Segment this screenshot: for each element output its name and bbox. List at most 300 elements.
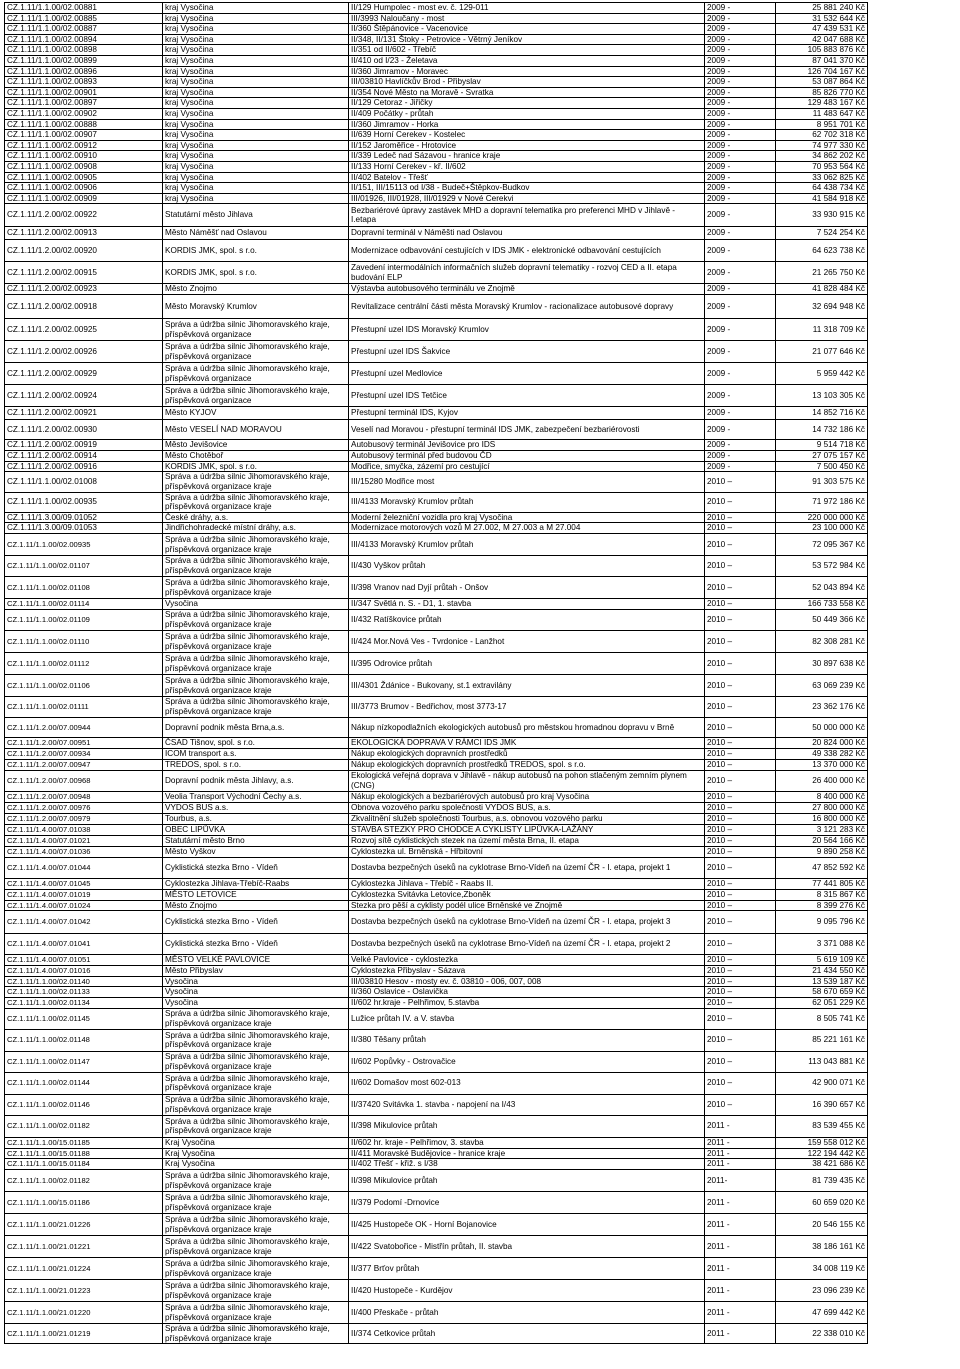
recipient-cell: Správa a údržba silnic Jihomoravského kraje, příspěvková organizace xyxy=(163,341,349,363)
amount-cell: 7 500 450 Kč xyxy=(776,461,868,472)
project-code-cell: CZ.1.11/1.1.00/02.00905 xyxy=(5,172,163,183)
projects-table xyxy=(4,2,868,1344)
amount-cell: 20 564 166 Kč xyxy=(776,836,868,847)
recipient-cell: kraj Vysočina xyxy=(163,161,349,172)
table-row xyxy=(5,1280,868,1302)
recipient-cell: Správa a údržba silnic Jihomoravského kraje, příspěvková organizace kraje xyxy=(163,1051,349,1072)
project-code-cell: CZ.1.11/1.2.00/02.00916 xyxy=(5,461,163,472)
recipient-cell: Správa a údržba silnic Jihomoravského kraje, příspěvková organizace kraje xyxy=(163,492,349,512)
year-cell: 2010 – xyxy=(705,512,776,523)
year-cell: 2010 – xyxy=(705,825,776,836)
recipient-cell: MĚSTO LETOVICE xyxy=(163,889,349,900)
project-code-cell: CZ.1.11/1.1.00/02.01133 xyxy=(5,987,163,998)
table-row xyxy=(5,900,868,911)
year-cell: 2010 – xyxy=(705,1094,776,1115)
year-cell: 2009 - xyxy=(705,108,776,119)
table-row xyxy=(5,98,868,109)
table-row xyxy=(5,599,868,610)
year-cell: 2009 - xyxy=(705,363,776,385)
project-name-cell: Nákup ekologických a bezbariérových autobusů pro kraj Vysočina xyxy=(349,792,705,803)
project-name-cell: Bezbariérové úpravy zastávek MHD a dopravní telematika pro preferenci MHD v Jihlavě - I.etapa xyxy=(349,204,705,227)
amount-cell: 126 704 167 Kč xyxy=(776,66,868,77)
recipient-cell: kraj Vysočina xyxy=(163,45,349,56)
project-code-cell: CZ.1.11/1.2.00/02.00922 xyxy=(5,204,163,227)
table-row xyxy=(5,55,868,66)
project-name-cell: Zkvalitnění služeb společnosti Tourbus, a.s. obnovou vozového parku xyxy=(349,814,705,825)
amount-cell: 33 930 915 Kč xyxy=(776,204,868,227)
amount-cell: 159 558 012 Kč xyxy=(776,1137,868,1148)
project-code-cell: CZ.1.11/1.1.00/21.01223 xyxy=(5,1280,163,1302)
recipient-cell: kraj Vysočina xyxy=(163,3,349,14)
year-cell: 2010 – xyxy=(705,760,776,771)
table-row xyxy=(5,119,868,130)
table-row xyxy=(5,440,868,451)
project-name-cell: III/03810 Havlíčkův Brod - Přibyslav xyxy=(349,77,705,88)
project-name-cell: Modřice, smyčka, zázemí pro cestující xyxy=(349,461,705,472)
project-code-cell: CZ.1.11/1.1.00/02.00907 xyxy=(5,130,163,141)
project-code-cell: CZ.1.11/1.1.00/02.00935 xyxy=(5,492,163,512)
project-name-cell: II/430 Vyškov průtah xyxy=(349,556,705,577)
recipient-cell: KORDIS JMK, spol. s r.o. xyxy=(163,461,349,472)
amount-cell: 32 694 948 Kč xyxy=(776,295,868,319)
amount-cell: 62 702 318 Kč xyxy=(776,130,868,141)
table-row xyxy=(5,965,868,976)
project-code-cell: CZ.1.11/1.1.00/02.01106 xyxy=(5,675,163,697)
year-cell: 2011 - xyxy=(705,1258,776,1280)
project-name-cell: II/420 Hustopeče - Kurdějov xyxy=(349,1280,705,1302)
table-row xyxy=(5,24,868,35)
project-code-cell: CZ.1.11/1.1.00/02.01145 xyxy=(5,1008,163,1029)
year-cell: 2009 - xyxy=(705,440,776,451)
year-cell: 2011 - xyxy=(705,1236,776,1258)
amount-cell: 129 483 167 Kč xyxy=(776,98,868,109)
project-code-cell: CZ.1.11/1.1.00/02.00912 xyxy=(5,140,163,151)
year-cell: 2009 - xyxy=(705,319,776,341)
year-cell: 2009 - xyxy=(705,295,776,319)
amount-cell: 122 194 442 Kč xyxy=(776,1148,868,1159)
table-row xyxy=(5,1051,868,1072)
amount-cell: 47 439 531 Kč xyxy=(776,24,868,35)
recipient-cell: MĚSTO VELKÉ PAVLOVICE xyxy=(163,955,349,966)
project-name-cell: Přestupní terminál IDS, Kyjov xyxy=(349,407,705,420)
recipient-cell: kraj Vysočina xyxy=(163,151,349,162)
table-row xyxy=(5,1094,868,1115)
project-code-cell: CZ.1.11/1.2.00/02.00923 xyxy=(5,284,163,295)
table-row xyxy=(5,749,868,760)
project-name-cell: II/639 Horní Cerekev - Kostelec xyxy=(349,130,705,141)
project-name-cell: III/3773 Brumov - Bedřichov, most 3773-17 xyxy=(349,697,705,718)
year-cell: 2009 - xyxy=(705,66,776,77)
amount-cell: 20 824 000 Kč xyxy=(776,738,868,749)
year-cell: 2011 - xyxy=(705,1214,776,1236)
project-name-cell: II/351 od II/602 - Třebíč xyxy=(349,45,705,56)
project-code-cell: CZ.1.11/1.2.00/02.00920 xyxy=(5,240,163,262)
recipient-cell: Vysočina xyxy=(163,599,349,610)
year-cell: 2010 – xyxy=(705,534,776,556)
table-row xyxy=(5,697,868,718)
amount-cell: 26 400 000 Kč xyxy=(776,771,868,792)
table-row xyxy=(5,631,868,653)
project-name-cell: III/03810 Hesov - mosty ev. č. 03810 - 006, 007, 008 xyxy=(349,976,705,987)
project-name-cell: Autobusový terminál před budovou ČD xyxy=(349,450,705,461)
recipient-cell: Správa a údržba silnic Jihomoravského kraje, příspěvková organizace kraje xyxy=(163,675,349,697)
year-cell: 2010 – xyxy=(705,718,776,738)
project-code-cell: CZ.1.11/1.1.00/02.01109 xyxy=(5,610,163,631)
recipient-cell: Cyklistická stezka Brno - Vídeň xyxy=(163,934,349,955)
project-code-cell: CZ.1.11/1.1.00/02.01148 xyxy=(5,1029,163,1051)
project-code-cell: CZ.1.11/1.4.00/07.01038 xyxy=(5,825,163,836)
amount-cell: 64 623 738 Kč xyxy=(776,240,868,262)
project-name-cell: II/422 Svatobořice - Mistřín průtah, II. stavba xyxy=(349,1236,705,1258)
table-row xyxy=(5,3,868,14)
year-cell: 2009 - xyxy=(705,161,776,172)
amount-cell: 9 890 258 Kč xyxy=(776,847,868,858)
table-row xyxy=(5,771,868,792)
table-row xyxy=(5,140,868,151)
project-code-cell: CZ.1.11/1.1.00/02.00897 xyxy=(5,98,163,109)
amount-cell: 166 733 558 Kč xyxy=(776,599,868,610)
table-row xyxy=(5,792,868,803)
project-name-cell: Cyklostezka Přibyslav - Sázava xyxy=(349,965,705,976)
recipient-cell: Správa a údržba silnic Jihomoravského kraje, příspěvková organizace kraje xyxy=(163,1236,349,1258)
table-row xyxy=(5,319,868,341)
amount-cell: 220 000 000 Kč xyxy=(776,512,868,523)
project-name-cell: Dopravní terminál v Náměšti nad Oslavou xyxy=(349,227,705,240)
project-code-cell: CZ.1.11/1.2.00/02.00915 xyxy=(5,262,163,284)
project-code-cell: CZ.1.11/1.1.00/02.00887 xyxy=(5,24,163,35)
project-name-cell: II/402 Batelov - Třešť xyxy=(349,172,705,183)
recipient-cell: kraj Vysočina xyxy=(163,55,349,66)
project-name-cell: II/151, III/15113 od I/38 - Budeč+Štěpkov-Budkov xyxy=(349,183,705,194)
table-row xyxy=(5,1324,868,1344)
project-code-cell: CZ.1.11/1.1.00/02.00894 xyxy=(5,34,163,45)
year-cell: 2010 – xyxy=(705,836,776,847)
recipient-cell: Správa a údržba silnic Jihomoravského kraje, příspěvková organizace kraje xyxy=(163,1115,349,1137)
table-row xyxy=(5,262,868,284)
year-cell: 2009 - xyxy=(705,183,776,194)
project-code-cell: CZ.1.11/1.1.00/02.01140 xyxy=(5,976,163,987)
project-code-cell: CZ.1.11/1.1.00/21.01219 xyxy=(5,1324,163,1344)
recipient-cell: Město Chotěboř xyxy=(163,450,349,461)
project-name-cell: Cyklostezka ul. Brněnská - Hřbitovní xyxy=(349,847,705,858)
project-code-cell: CZ.1.11/1.1.00/02.01147 xyxy=(5,1051,163,1072)
amount-cell: 7 524 254 Kč xyxy=(776,227,868,240)
project-code-cell: CZ.1.11/1.1.00/02.00888 xyxy=(5,119,163,130)
project-code-cell: CZ.1.11/1.1.00/02.01112 xyxy=(5,653,163,675)
amount-cell: 81 739 435 Kč xyxy=(776,1170,868,1192)
amount-cell: 21 434 550 Kč xyxy=(776,965,868,976)
recipient-cell: kraj Vysočina xyxy=(163,87,349,98)
amount-cell: 34 008 119 Kč xyxy=(776,1258,868,1280)
recipient-cell: Správa a údržba silnic Jihomoravského kraje, příspěvková organizace xyxy=(163,385,349,407)
recipient-cell: Správa a údržba silnic Jihomoravského kraje, příspěvková organizace kraje xyxy=(163,556,349,577)
recipient-cell: Správa a údržba silnic Jihomoravského kraje, příspěvková organizace kraje xyxy=(163,1094,349,1115)
year-cell: 2009 - xyxy=(705,240,776,262)
project-code-cell: CZ.1.11/1.1.00/21.01224 xyxy=(5,1258,163,1280)
project-name-cell: II/602 Domašov most 602-013 xyxy=(349,1072,705,1094)
table-row xyxy=(5,1214,868,1236)
table-row xyxy=(5,998,868,1009)
project-code-cell: CZ.1.11/1.4.00/07.01021 xyxy=(5,836,163,847)
year-cell: 2011 - xyxy=(705,1324,776,1344)
amount-cell: 60 659 020 Kč xyxy=(776,1192,868,1214)
amount-cell: 105 883 876 Kč xyxy=(776,45,868,56)
project-name-cell: II/402 Třešť - křiž. s I/38 xyxy=(349,1159,705,1170)
year-cell: 2009 - xyxy=(705,24,776,35)
year-cell: 2010 – xyxy=(705,556,776,577)
table-row xyxy=(5,1159,868,1170)
recipient-cell: VYDOS BUS a.s. xyxy=(163,803,349,814)
table-row xyxy=(5,341,868,363)
project-name-cell: II/424 Mor.Nová Ves - Tvrdonice - Lanžhot xyxy=(349,631,705,653)
project-name-cell: Cyklostezka Svitávka Letovice,Zboněk xyxy=(349,889,705,900)
amount-cell: 21 265 750 Kč xyxy=(776,262,868,284)
table-row xyxy=(5,151,868,162)
amount-cell: 13 370 000 Kč xyxy=(776,760,868,771)
table-row xyxy=(5,492,868,512)
amount-cell: 8 399 276 Kč xyxy=(776,900,868,911)
recipient-cell: Dopravní podnik města Brna,a.s. xyxy=(163,718,349,738)
project-code-cell: CZ.1.11/1.2.00/02.00930 xyxy=(5,420,163,440)
project-code-cell: CZ.1.11/1.4.00/07.01045 xyxy=(5,878,163,889)
amount-cell: 53 087 864 Kč xyxy=(776,77,868,88)
recipient-cell: kraj Vysočina xyxy=(163,172,349,183)
table-row xyxy=(5,193,868,204)
table-row xyxy=(5,1029,868,1051)
year-cell: 2009 - xyxy=(705,385,776,407)
recipient-cell: kraj Vysočina xyxy=(163,130,349,141)
project-name-cell: II/602 hr.kraje - Pelhřimov, 5.stavba xyxy=(349,998,705,1009)
table-row xyxy=(5,1302,868,1324)
amount-cell: 42 900 071 Kč xyxy=(776,1072,868,1094)
amount-cell: 8 400 000 Kč xyxy=(776,792,868,803)
table-row xyxy=(5,284,868,295)
project-name-cell: II/398 Vranov nad Dyjí průtah - Onšov xyxy=(349,577,705,599)
recipient-cell: kraj Vysočina xyxy=(163,34,349,45)
amount-cell: 8 315 867 Kč xyxy=(776,889,868,900)
recipient-cell: Kraj Vysočina xyxy=(163,1159,349,1170)
amount-cell: 53 572 984 Kč xyxy=(776,556,868,577)
project-code-cell: CZ.1.11/1.2.00/02.00925 xyxy=(5,319,163,341)
amount-cell: 83 539 455 Kč xyxy=(776,1115,868,1137)
project-code-cell: CZ.1.11/1.2.00/07.00948 xyxy=(5,792,163,803)
project-name-cell: Veselí nad Moravou - přestupní terminál IDS JMK, zabezpečení bezbariérovosti xyxy=(349,420,705,440)
amount-cell: 16 800 000 Kč xyxy=(776,814,868,825)
year-cell: 2010 – xyxy=(705,900,776,911)
project-name-cell: Přestupní uzel IDS Tetčice xyxy=(349,385,705,407)
project-name-cell: II/360 Jimramov - Horka xyxy=(349,119,705,130)
project-code-cell: CZ.1.11/1.4.00/07.01024 xyxy=(5,900,163,911)
amount-cell: 3 121 283 Kč xyxy=(776,825,868,836)
year-cell: 2011 - xyxy=(705,1192,776,1214)
recipient-cell: Město KYJOV xyxy=(163,407,349,420)
project-code-cell: CZ.1.11/1.2.00/07.00944 xyxy=(5,718,163,738)
project-code-cell: CZ.1.11/1.2.00/07.00979 xyxy=(5,814,163,825)
recipient-cell: KORDIS JMK, spol. s r.o. xyxy=(163,240,349,262)
year-cell: 2010 – xyxy=(705,675,776,697)
amount-cell: 30 897 638 Kč xyxy=(776,653,868,675)
project-code-cell: CZ.1.11/1.3.00/09.01053 xyxy=(5,523,163,534)
project-name-cell: II/37420 Svitávka 1. stavba - napojení na I/43 xyxy=(349,1094,705,1115)
table-row xyxy=(5,1148,868,1159)
project-name-cell: II/425 Hustopeče OK - Horní Bojanovice xyxy=(349,1214,705,1236)
project-code-cell: CZ.1.11/1.2.00/07.00976 xyxy=(5,803,163,814)
project-name-cell: Přestupní uzel IDS Moravský Krumlov xyxy=(349,319,705,341)
amount-cell: 77 441 805 Kč xyxy=(776,878,868,889)
amount-cell: 11 483 647 Kč xyxy=(776,108,868,119)
recipient-cell: Statutární město Brno xyxy=(163,836,349,847)
year-cell: 2010 – xyxy=(705,738,776,749)
year-cell: 2009 - xyxy=(705,34,776,45)
amount-cell: 27 800 000 Kč xyxy=(776,803,868,814)
year-cell: 2009 - xyxy=(705,204,776,227)
year-cell: 2011 - xyxy=(705,1159,776,1170)
project-code-cell: CZ.1.11/1.1.00/02.01182 xyxy=(5,1115,163,1137)
year-cell: 2010 – xyxy=(705,1029,776,1051)
year-cell: 2009 - xyxy=(705,151,776,162)
amount-cell: 21 077 646 Kč xyxy=(776,341,868,363)
table-row xyxy=(5,1170,868,1192)
year-cell: 2009 - xyxy=(705,407,776,420)
recipient-cell: Správa a údržba silnic Jihomoravského kraje, příspěvková organizace kraje xyxy=(163,653,349,675)
year-cell: 2010 – xyxy=(705,955,776,966)
project-code-cell: CZ.1.11/1.4.00/07.01051 xyxy=(5,955,163,966)
recipient-cell: Kraj Vysočina xyxy=(163,1137,349,1148)
project-name-cell: III/3993 Naloučany - most xyxy=(349,13,705,24)
year-cell: 2009 - xyxy=(705,55,776,66)
recipient-cell: kraj Vysočina xyxy=(163,13,349,24)
project-code-cell: CZ.1.11/1.1.00/02.00910 xyxy=(5,151,163,162)
project-code-cell: CZ.1.11/1.1.00/02.01114 xyxy=(5,599,163,610)
amount-cell: 91 303 575 Kč xyxy=(776,472,868,492)
project-code-cell: CZ.1.11/1.1.00/02.00909 xyxy=(5,193,163,204)
project-code-cell: CZ.1.11/1.1.00/02.00898 xyxy=(5,45,163,56)
project-code-cell: CZ.1.11/1.3.00/09.01052 xyxy=(5,512,163,523)
table-row xyxy=(5,955,868,966)
table-row xyxy=(5,204,868,227)
year-cell: 2011 - xyxy=(705,1115,776,1137)
project-name-cell: II/398 Mikulovice průtah xyxy=(349,1170,705,1192)
amount-cell: 34 862 202 Kč xyxy=(776,151,868,162)
amount-cell: 5 959 442 Kč xyxy=(776,363,868,385)
year-cell: 2010 – xyxy=(705,472,776,492)
project-code-cell: CZ.1.11/1.1.00/15.01185 xyxy=(5,1137,163,1148)
project-name-cell: II/411 Moravské Budějovice - hranice kraje xyxy=(349,1148,705,1159)
project-name-cell: Ekologická veřejná doprava v Jihlavě - nákup autobusů na pohon stlačeným zemním plynem (CNG) xyxy=(349,771,705,792)
table-row xyxy=(5,407,868,420)
project-code-cell: CZ.1.11/1.1.00/02.00893 xyxy=(5,77,163,88)
recipient-cell: kraj Vysočina xyxy=(163,119,349,130)
table-row xyxy=(5,878,868,889)
table-row xyxy=(5,172,868,183)
project-code-cell: CZ.1.11/1.1.00/21.01226 xyxy=(5,1214,163,1236)
project-name-cell: Přestupní uzel IDS Šakvice xyxy=(349,341,705,363)
recipient-cell: Správa a údržba silnic Jihomoravského kraje, příspěvková organizace kraje xyxy=(163,1192,349,1214)
project-name-cell: Výstavba autobusového terminálu ve Znojmě xyxy=(349,284,705,295)
recipient-cell: ICOM transport a.s. xyxy=(163,749,349,760)
table-row xyxy=(5,610,868,631)
project-name-cell: II/129 Cetoraz - Jiřičky xyxy=(349,98,705,109)
recipient-cell: kraj Vysočina xyxy=(163,66,349,77)
amount-cell: 5 619 109 Kč xyxy=(776,955,868,966)
recipient-cell: Veolia Transport Východní Čechy a.s. xyxy=(163,792,349,803)
project-code-cell: CZ.1.11/1.2.00/02.00929 xyxy=(5,363,163,385)
table-row xyxy=(5,653,868,675)
recipient-cell: Správa a údržba silnic Jihomoravského kraje, příspěvková organizace kraje xyxy=(163,1214,349,1236)
amount-cell: 23 100 000 Kč xyxy=(776,523,868,534)
project-name-cell: Lužice průtah IV. a V. stavba xyxy=(349,1008,705,1029)
project-code-cell: CZ.1.11/1.1.00/15.01184 xyxy=(5,1159,163,1170)
year-cell: 2010 – xyxy=(705,814,776,825)
project-code-cell: CZ.1.11/1.1.00/02.00881 xyxy=(5,3,163,14)
table-row xyxy=(5,760,868,771)
amount-cell: 13 103 305 Kč xyxy=(776,385,868,407)
table-row xyxy=(5,227,868,240)
year-cell: 2011 - xyxy=(705,1148,776,1159)
amount-cell: 58 670 659 Kč xyxy=(776,987,868,998)
year-cell: 2009 - xyxy=(705,193,776,204)
project-code-cell: CZ.1.11/1.1.00/02.00901 xyxy=(5,87,163,98)
year-cell: 2009 - xyxy=(705,227,776,240)
project-code-cell: CZ.1.11/1.1.00/02.01134 xyxy=(5,998,163,1009)
project-code-cell: CZ.1.11/1.1.00/02.00906 xyxy=(5,183,163,194)
project-code-cell: CZ.1.11/1.2.00/02.00913 xyxy=(5,227,163,240)
table-row xyxy=(5,814,868,825)
recipient-cell: Cyklistická stezka Brno - Vídeň xyxy=(163,857,349,878)
project-name-cell: II/347 Světlá n. S. - D1, 1. stavba xyxy=(349,599,705,610)
project-name-cell: Rozvoj sítě cyklistických stezek na území města Brna, II. etapa xyxy=(349,836,705,847)
project-name-cell: II/360 Jimramov - Moravec xyxy=(349,66,705,77)
table-row xyxy=(5,385,868,407)
year-cell: 2010 – xyxy=(705,653,776,675)
amount-cell: 82 308 281 Kč xyxy=(776,631,868,653)
amount-cell: 20 546 155 Kč xyxy=(776,1214,868,1236)
year-cell: 2011- xyxy=(705,1170,776,1192)
project-code-cell: CZ.1.11/1.4.00/07.01036 xyxy=(5,847,163,858)
recipient-cell: kraj Vysočina xyxy=(163,183,349,194)
table-row xyxy=(5,718,868,738)
amount-cell: 13 539 187 Kč xyxy=(776,976,868,987)
table-row xyxy=(5,847,868,858)
project-name-cell: II/395 Odrovice průtah xyxy=(349,653,705,675)
project-code-cell: CZ.1.11/1.1.00/02.01110 xyxy=(5,631,163,653)
project-code-cell: CZ.1.11/1.1.00/02.00896 xyxy=(5,66,163,77)
project-code-cell: CZ.1.11/1.1.00/21.01220 xyxy=(5,1302,163,1324)
year-cell: 2010 – xyxy=(705,749,776,760)
recipient-cell: Správa a údržba silnic Jihomoravského kraje, příspěvková organizace kraje xyxy=(163,577,349,599)
recipient-cell: Město Přibyslav xyxy=(163,965,349,976)
recipient-cell: Správa a údržba silnic Jihomoravského kraje, příspěvková organizace kraje xyxy=(163,472,349,492)
project-name-cell: EKOLOGICKÁ DOPRAVA V RÁMCI IDS JMK xyxy=(349,738,705,749)
table-row xyxy=(5,738,868,749)
amount-cell: 85 826 770 Kč xyxy=(776,87,868,98)
year-cell: 2009 - xyxy=(705,172,776,183)
year-cell: 2009 - xyxy=(705,262,776,284)
year-cell: 2011 - xyxy=(705,1302,776,1324)
year-cell: 2010 – xyxy=(705,1051,776,1072)
project-name-cell: II/602 Popůvky - Ostrovačice xyxy=(349,1051,705,1072)
project-code-cell: CZ.1.11/1.1.00/21.01221 xyxy=(5,1236,163,1258)
table-row xyxy=(5,556,868,577)
project-name-cell: II/360 Oslavice - Oslavička xyxy=(349,987,705,998)
amount-cell: 25 881 240 Kč xyxy=(776,3,868,14)
recipient-cell: Správa a údržba silnic Jihomoravského kraje, příspěvková organizace kraje xyxy=(163,697,349,718)
recipient-cell: Správa a údržba silnic Jihomoravského kraje, příspěvková organizace kraje xyxy=(163,1170,349,1192)
table-row xyxy=(5,523,868,534)
project-name-cell: II/400 Přeskače - průtah xyxy=(349,1302,705,1324)
project-name-cell: Dostavba bezpečných úseků na cyklotrase Brno-Vídeň na území ČR - I. etapa, projekt 2 xyxy=(349,934,705,955)
amount-cell: 47 699 442 Kč xyxy=(776,1302,868,1324)
